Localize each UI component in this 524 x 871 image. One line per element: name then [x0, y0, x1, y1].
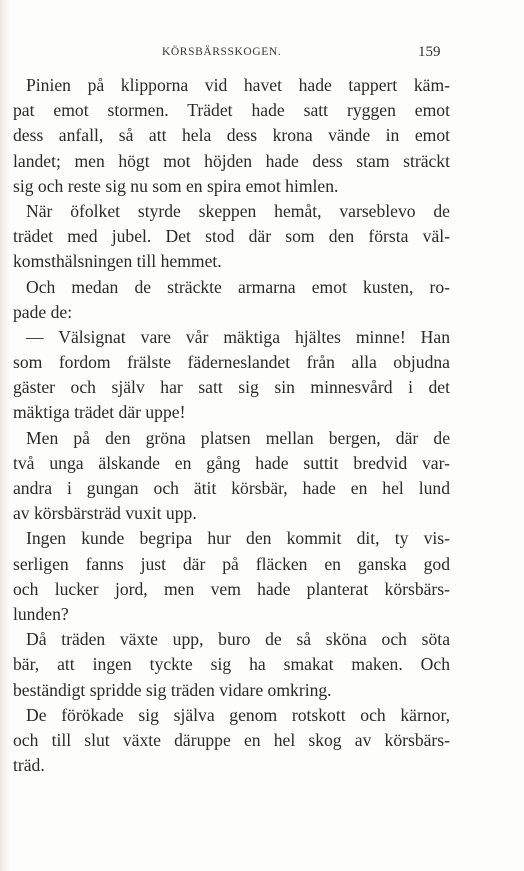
text-line: mäktiga trädet där uppe! [13, 402, 186, 423]
text-line: Men på den gröna platsen mellan bergen, där de [26, 427, 450, 448]
text-line: Pinien på klipporna vid havet hade tappert käm- [26, 75, 450, 95]
body-text [13, 73, 450, 778]
page-edge [0, 0, 10, 871]
text-line: När öfolket styrde skeppen hemåt, varseblevo de [26, 200, 450, 221]
text-line: pade de: [13, 301, 73, 322]
text-line: bär, att ingen tyckte sig ha smakat maken. Och [13, 654, 450, 675]
text-line: sig och reste sig nu som en spira emot himlen. [13, 175, 339, 196]
text-line: landet; men högt mot höjden hade dess stam sträckt [13, 150, 450, 171]
text-line: gäster och själv har satt sig sin minnesvård i det [13, 377, 450, 398]
text-line: pat emot stormen. Trädet hade satt ryggen emot [13, 100, 450, 121]
text-line: De förökade sig själva genom rotskott och kärnor, [26, 704, 450, 725]
text-line: andra i gungan och ätit körsbär, hade en hel lund [13, 478, 450, 498]
page-number: 159 [418, 44, 441, 60]
text-line: och lucker jord, men vem hade planterat körsbärs- [13, 578, 450, 599]
text-line: två unga älskande en gång hade suttit bredvid var- [13, 452, 450, 473]
text-line: trädet med jubel. Det stod där som den första väl- [13, 226, 450, 247]
text-line: Och medan de sträckte armarna emot kusten, ro- [26, 276, 450, 297]
text-line: Ingen kunde begripa hur den kommit dit, ty vis- [26, 528, 450, 549]
text-line: av körsbärsträd vuxit upp. [13, 503, 197, 524]
text-line: som fordom frälste fäderneslandet från alla objudna [13, 352, 450, 373]
text-line: — Välsignat vare vår mäktiga hjältes minne! Han [26, 326, 450, 347]
page-header [0, 46, 524, 66]
text-line: dess anfall, så att hela dess krona vände in emot [13, 125, 450, 146]
running-title: KÖRSBÄRSSKOGEN. [162, 46, 282, 58]
text-line: serligen fanns just där på fläcken en ganska god [13, 553, 450, 574]
text-line: beständigt spridde sig träden vidare omkring. [13, 679, 332, 700]
text-line: och till slut växte däruppe en hel skog av körsbärs- [13, 729, 450, 750]
text-line: träd. [13, 755, 45, 776]
text-line: lunden? [13, 603, 69, 624]
text-line: Då träden växte upp, buro de så sköna och söta [26, 629, 450, 650]
text-line: komsthälsningen till hemmet. [13, 251, 222, 272]
